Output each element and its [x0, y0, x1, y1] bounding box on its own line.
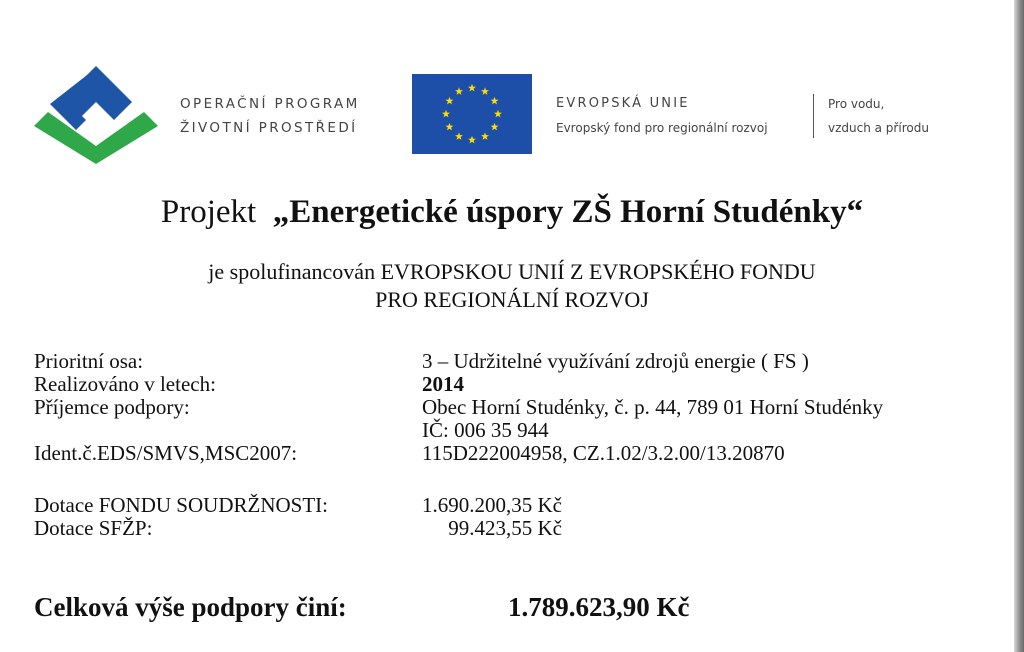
- slogan-line1: Pro vodu,: [828, 97, 885, 111]
- total-value: 1.789.623,90 Kč: [508, 592, 690, 622]
- info-row-sfzp: [34, 517, 883, 540]
- info-row-priority-axis: [34, 350, 883, 373]
- slogan: [828, 92, 929, 140]
- info-value: [422, 396, 883, 442]
- page-edge-shadow: [1014, 0, 1024, 652]
- info-label: Příjemce podpory:: [34, 395, 190, 419]
- info-label: Dotace SFŽP:: [34, 516, 153, 540]
- project-title: [0, 194, 1024, 231]
- title-prefix: Projekt: [160, 194, 257, 230]
- info-row-years: [34, 373, 883, 396]
- info-row-recipient: [34, 396, 883, 442]
- info-value: 3 – Udržitelné využívání zdrojů energie ( FS ): [422, 349, 809, 373]
- oppz-line2: ŽIVOTNÍ PROSTŘEDÍ: [180, 120, 358, 136]
- info-label: Ident.č.EDS/SMVS,MSC2007:: [34, 441, 298, 465]
- total-support: [34, 592, 690, 623]
- info-value: 2014: [422, 372, 464, 396]
- oppz-logo-icon: [34, 66, 158, 164]
- eu-fund-name: Evropský fond pro regionální rozvoj: [556, 121, 768, 135]
- funding-line1: je spolufinancován EVROPSKOU UNIÍ Z EVROPSKÉHO FONDU: [208, 259, 816, 284]
- recipient-ic: IČ: 006 35 944: [422, 418, 549, 442]
- funding-line2: PRO REGIONÁLNÍ ROZVOJ: [375, 287, 649, 312]
- total-label: Celková výše podpory činí:: [34, 592, 347, 622]
- info-value: 99.423,55 Kč: [422, 516, 562, 540]
- recipient-address: Obec Horní Studénky, č. p. 44, 789 01 Horní Studénky: [422, 395, 884, 419]
- spacer: [34, 465, 883, 494]
- info-value: 115D222004958, CZ.1.02/3.2.00/13.20870: [422, 441, 785, 465]
- funding-statement: [0, 258, 1024, 314]
- slogan-line2: vzduch a přírodu: [828, 121, 929, 135]
- info-row-cohesion-fund: [34, 494, 883, 517]
- title-name: „Energetické úspory ZŠ Horní Studénky“: [272, 194, 864, 230]
- eu-name: EVROPSKÁ UNIE: [556, 96, 690, 111]
- oppz-label: [180, 92, 360, 140]
- oppz-line1: OPERAČNÍ PROGRAM: [180, 96, 360, 112]
- eu-label: [556, 92, 768, 140]
- info-value: 1.690.200,35 Kč: [422, 493, 562, 517]
- project-info: [34, 350, 883, 540]
- info-label: Dotace FONDU SOUDRŽNOSTI:: [34, 493, 328, 517]
- info-label: Realizováno v letech:: [34, 372, 216, 396]
- info-row-ident: [34, 442, 883, 465]
- header-divider: [813, 94, 814, 138]
- eu-flag-icon: [412, 74, 532, 154]
- info-label: Prioritní osa:: [34, 349, 144, 373]
